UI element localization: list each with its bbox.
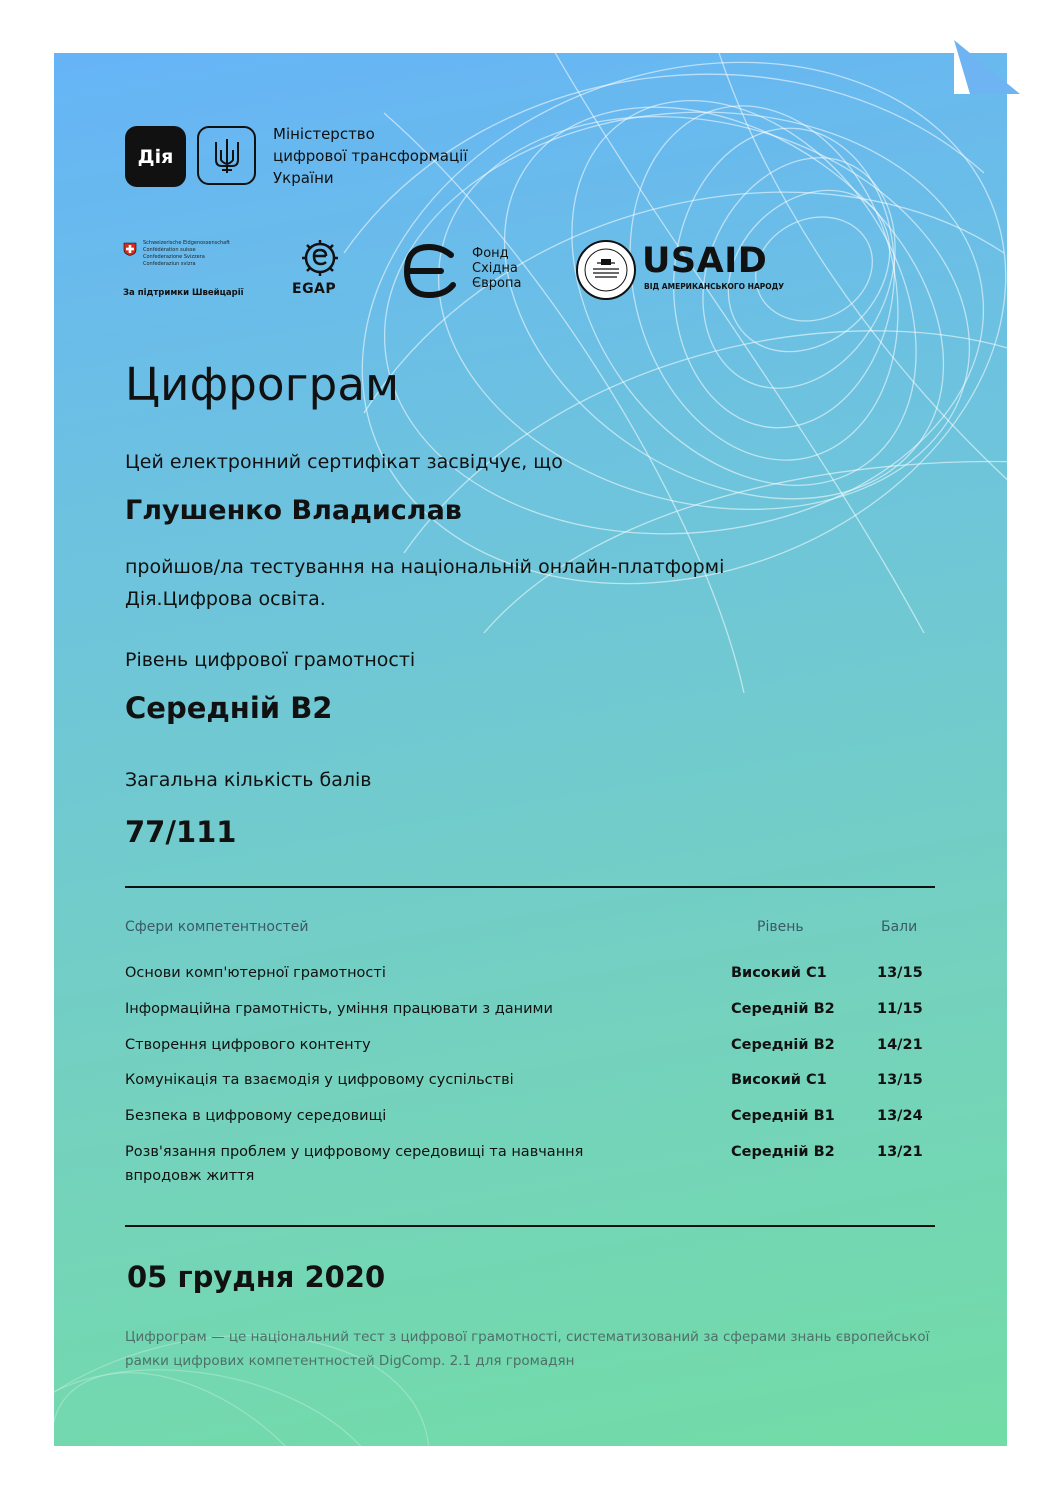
- certificate-title: Цифрограм: [125, 358, 400, 411]
- egap-label: EGAP: [292, 281, 337, 297]
- certificate-card: Дія Міністерство цифрової трансформації України Schweizerische Eidgenossenschaft Confédération suisse Confederazione Svizzera Confederaziun svizra За підтримки Швейцарії EGAP Фонд Східна Європа USAID ВІД АМЕРИКАНСЬКОГО НАРОДУ Цифрограм Цей електронний сертифікат засвідчує, що Глушенко Владислав пройшов/ла тестування на національній онлайн-платформі Дія.Цифрова освіта. Рівень цифрової грамотності Середній B2 Загальна кількість балів 77/111 Сфери компетентностей Рівень Бали Основи комп'ютерної грамотності Високий C1 13/15 Інформаційна грамотність, уміння працювати з даними Середній B2 11/15 Створення цифрового контенту Середній B2 14/21 Комунікація та взаємодія у цифровому суспільстві Високий C1 13/15 Безпека в цифровому середовищі Середній B1 13/24 Розв'язання проблем у цифровому середовищі та навчання впродовж життя Середній B2 13/21 05 грудня 2020 Цифрограм — це національний тест з цифрової грамотності, систематизований за сферами знань європейської рамки цифрових компетентностей DigComp. 2.1 для громадян: [54, 53, 1007, 1446]
- trident-icon: [197, 126, 256, 185]
- folded-corner-icon: [954, 40, 1020, 106]
- competence-level: Високий C1: [731, 1072, 827, 1088]
- footer-description: Цифрограм — це національний тест з цифрової грамотності, систематизований за сферами знань європейської рамки цифрових компетентностей DigComp. 2.1 для громадян: [125, 1329, 930, 1369]
- competence-area: Основи комп'ютерної грамотності: [125, 965, 386, 981]
- competence-area: Інформаційна грамотність, уміння працювати з даними: [125, 1001, 553, 1017]
- competence-area: Створення цифрового контенту: [125, 1037, 371, 1053]
- fond-logo-icon: [401, 243, 461, 299]
- competence-level: Середній B1: [731, 1108, 835, 1124]
- level-label: Рівень цифрової грамотності: [125, 649, 416, 671]
- competence-area: Розв'язання проблем у цифровому середовищі та навчання впродовж життя: [125, 1144, 584, 1184]
- passed-statement: пройшов/ла тестування на національній онлайн-платформі Дія.Цифрова освіта.: [125, 556, 725, 610]
- swiss-flag-icon: [123, 242, 137, 256]
- ministry-name: Міністерство цифрової трансформації України: [273, 125, 468, 187]
- divider-top: [125, 886, 935, 888]
- fond-east-europe-text: Фонд Східна Європа: [472, 246, 522, 291]
- competence-area: Комунікація та взаємодія у цифровому суспільстві: [125, 1072, 514, 1088]
- table-header-points: Бали: [881, 919, 918, 935]
- usaid-seal-icon: [575, 239, 637, 301]
- table-header-area: Сфери компетентностей: [125, 919, 309, 935]
- competence-points: 11/15: [877, 1001, 923, 1017]
- certificate-intro: Цей електронний сертифікат засвідчує, що: [125, 451, 563, 473]
- competence-level: Середній B2: [731, 1001, 835, 1017]
- competence-points: 13/21: [877, 1144, 923, 1160]
- usaid-tagline: ВІД АМЕРИКАНСЬКОГО НАРОДУ: [644, 282, 785, 291]
- table-header-level: Рівень: [757, 919, 804, 935]
- recipient-name: Глушенко Владислав: [125, 495, 462, 526]
- competence-points: 13/24: [877, 1108, 923, 1124]
- competence-points: 13/15: [877, 1072, 923, 1088]
- competence-level: Середній B2: [731, 1037, 835, 1053]
- competence-points: 14/21: [877, 1037, 923, 1053]
- diia-logo: Дія: [125, 126, 186, 187]
- competence-level: Високий C1: [731, 965, 827, 981]
- competence-level: Середній B2: [731, 1144, 835, 1160]
- usaid-wordmark: USAID: [642, 241, 768, 281]
- level-value: Середній B2: [125, 691, 333, 725]
- competence-area: Безпека в цифровому середовищі: [125, 1108, 387, 1124]
- competence-points: 13/15: [877, 965, 923, 981]
- divider-bottom: [125, 1225, 935, 1227]
- total-score-value: 77/111: [125, 815, 237, 849]
- certificate-date: 05 грудня 2020: [127, 1260, 386, 1294]
- total-score-label: Загальна кількість балів: [125, 769, 372, 791]
